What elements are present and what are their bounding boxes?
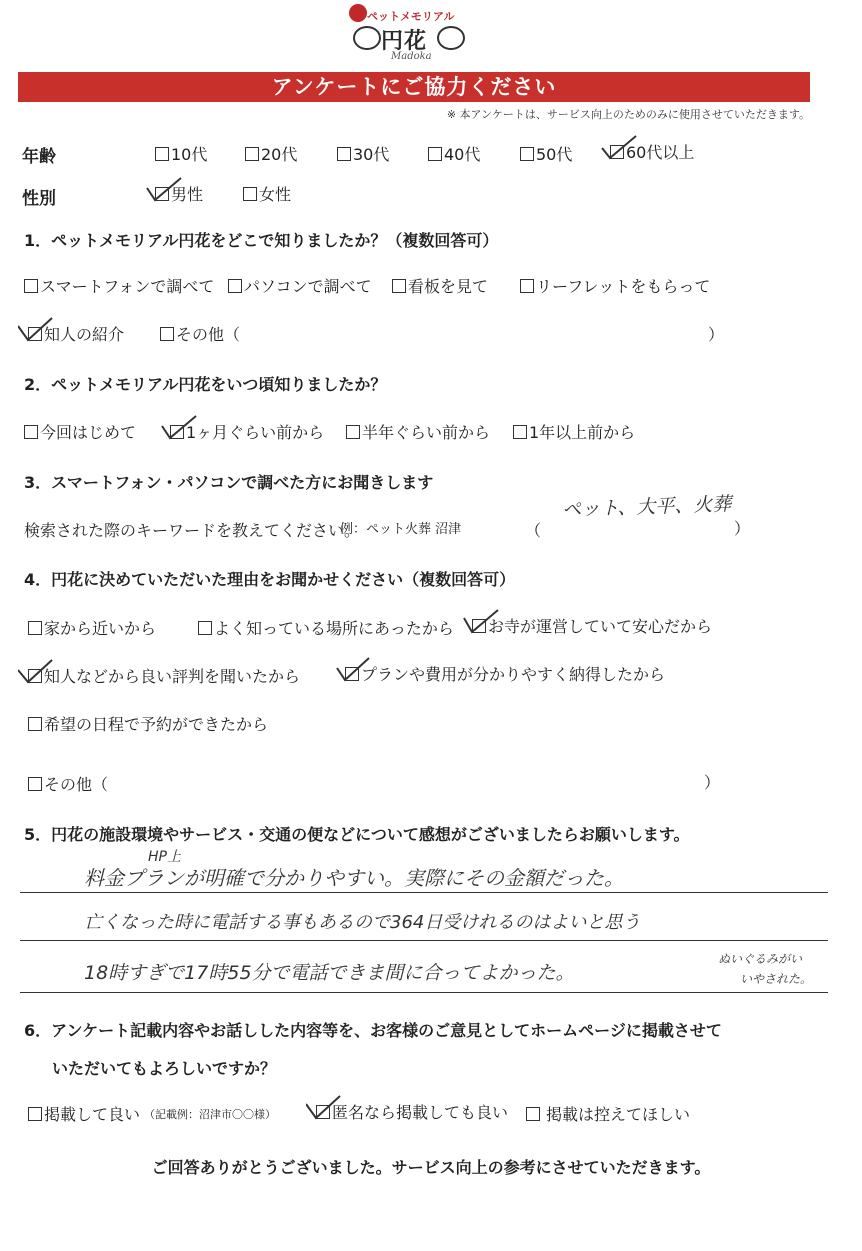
- q4-option-reputation[interactable]: 知人などから良い評判を聞いたから: [28, 664, 300, 687]
- checkbox-icon[interactable]: [170, 425, 184, 439]
- q3-title: 3．スマートフォン・パソコンで調べた方にお聞きします: [24, 473, 434, 492]
- q3-open-paren: （: [525, 521, 542, 540]
- q4-option-other[interactable]: その他（: [28, 772, 108, 795]
- q5-answer-line-3: 18時すぎで17時55分で電話できま間に合ってよかった。: [84, 962, 575, 984]
- age-label: 年齢: [22, 147, 56, 167]
- age-option-60-plus[interactable]: 60代以上: [610, 140, 694, 163]
- checkbox-icon[interactable]: [245, 147, 259, 161]
- q1-option-pc[interactable]: パソコンで調べて: [228, 274, 372, 297]
- q1-option-leaflet[interactable]: リーフレットをもらって: [520, 274, 710, 297]
- q3-prompt: 検索された際のキーワードを教えてください。: [24, 521, 361, 540]
- checkbox-icon[interactable]: [520, 147, 534, 161]
- q4-option-near-home[interactable]: 家から近いから: [28, 616, 156, 639]
- q1-option-other[interactable]: その他（: [160, 322, 240, 345]
- q4-title: 4．円花に決めていただいた理由をお聞かせください（複数回答可）: [24, 570, 516, 589]
- checkbox-icon[interactable]: [28, 777, 42, 791]
- q1-option-signboard[interactable]: 看板を見て: [392, 274, 488, 297]
- q6-example: （記載例：沼津市〇〇様）: [144, 1107, 277, 1121]
- q2-option-first-time[interactable]: 今回はじめて: [24, 420, 136, 443]
- survey-banner: アンケートにご協力ください: [18, 72, 810, 102]
- q3-close-paren: ）: [734, 519, 751, 538]
- checkbox-icon[interactable]: [28, 717, 42, 731]
- q1-title: 1．ペットメモリアル円花をどこで知りましたか？（複数回答可）: [24, 231, 499, 250]
- q5-answer-line-2: 亡くなった時に電話する事もあるので364日受けれるのはよいと思う: [84, 912, 641, 933]
- checkbox-icon[interactable]: [243, 187, 257, 201]
- checkbox-icon[interactable]: [428, 147, 442, 161]
- logo-sub-text: Madoka: [391, 51, 432, 62]
- ring-left-icon: [353, 26, 381, 50]
- checkbox-icon[interactable]: [28, 327, 42, 341]
- q3-example: 例：ペット火葬 沼津: [340, 522, 462, 537]
- q4-close-paren: ）: [704, 773, 721, 792]
- q2-option-over-1-year[interactable]: 1年以上前から: [513, 420, 635, 443]
- thank-you-message: ご回答ありがとうございました。サービス向上の参考にさせていただきます。: [151, 1158, 711, 1177]
- age-option-40[interactable]: 40代: [428, 142, 480, 165]
- checkbox-icon[interactable]: [610, 145, 624, 159]
- q2-option-1-month[interactable]: 1ヶ月ぐらい前から: [170, 420, 324, 443]
- checkbox-icon[interactable]: [345, 667, 359, 681]
- q1-option-smartphone[interactable]: スマートフォンで調べて: [24, 274, 214, 297]
- privacy-note: ※ 本アンケートは、サービス向上のためのみに使用させていただきます。: [446, 108, 810, 121]
- ring-right-icon: [437, 26, 465, 50]
- answer-line: [20, 892, 828, 893]
- q5-title: 5．円花の施設環境やサービス・交通の便などについて感想がございましたらお願いします。: [24, 825, 690, 844]
- q5-hand-note: HP上: [148, 849, 181, 865]
- q5-answer-line-3b-top: ぬいぐるみがい: [718, 952, 803, 966]
- q4-option-clear-plan[interactable]: プランや費用が分かりやすく納得したから: [345, 662, 665, 685]
- q2-title: 2．ペットメモリアル円花をいつ頃知りましたか？: [24, 375, 387, 394]
- checkbox-icon[interactable]: [346, 425, 360, 439]
- q6-title-line-1: 6．アンケート記載内容やお話しした内容等を、お客様のご意見としてホームページに掲載させて: [24, 1021, 722, 1040]
- q6-option-anonymous[interactable]: 匿名なら掲載しても良い: [316, 1100, 508, 1123]
- checkbox-icon[interactable]: [520, 279, 534, 293]
- checkbox-icon[interactable]: [337, 147, 351, 161]
- age-option-30[interactable]: 30代: [337, 142, 389, 165]
- q1-close-paren: ）: [708, 325, 725, 344]
- q4-option-schedule[interactable]: 希望の日程で予約ができたから: [28, 712, 268, 735]
- q6-option-decline[interactable]: 掲載は控えてほしい: [526, 1102, 690, 1125]
- checkbox-icon[interactable]: [28, 1107, 42, 1121]
- q6-title-line-2: いただいてもよろしいですか？: [52, 1059, 277, 1078]
- logo: [345, 4, 465, 68]
- logo-main-text: 円花: [381, 29, 428, 54]
- q5-answer-line-3b-bottom: いやされた。: [740, 972, 813, 986]
- checkbox-icon[interactable]: [472, 619, 486, 633]
- checkbox-icon[interactable]: [28, 621, 42, 635]
- checkbox-icon[interactable]: [160, 327, 174, 341]
- age-option-50[interactable]: 50代: [520, 142, 572, 165]
- gender-option-female[interactable]: 女性: [243, 182, 291, 205]
- q4-option-known-place[interactable]: よく知っている場所にあったから: [198, 616, 454, 639]
- q6-option-ok[interactable]: 掲載して良い （記載例：沼津市〇〇様）: [28, 1102, 276, 1125]
- age-option-10[interactable]: 10代: [155, 142, 207, 165]
- gender-label: 性別: [22, 189, 56, 209]
- checkbox-icon[interactable]: [28, 669, 42, 683]
- checkbox-icon[interactable]: [155, 187, 169, 201]
- answer-line: [20, 992, 828, 993]
- checkbox-icon[interactable]: [24, 425, 38, 439]
- q5-answer-line-1: 料金プランが明確で分かりやすい。実際にその金額だった。: [84, 866, 624, 890]
- q4-option-temple[interactable]: お寺が運営していて安心だから: [472, 614, 712, 637]
- checkbox-icon[interactable]: [513, 425, 527, 439]
- checkbox-icon[interactable]: [526, 1107, 540, 1121]
- checkbox-icon[interactable]: [228, 279, 242, 293]
- q3-answer: ペット、大平、火葬: [561, 493, 732, 521]
- checkbox-icon[interactable]: [198, 621, 212, 635]
- checkbox-icon[interactable]: [24, 279, 38, 293]
- age-option-20[interactable]: 20代: [245, 142, 297, 165]
- gender-option-male[interactable]: 男性: [155, 182, 203, 205]
- checkbox-icon[interactable]: [316, 1105, 330, 1119]
- q2-option-half-year[interactable]: 半年ぐらい前から: [346, 420, 490, 443]
- answer-line: [20, 940, 828, 941]
- checkbox-icon[interactable]: [155, 147, 169, 161]
- paw-icon: [349, 4, 367, 22]
- logo-top-text: ペットメモリアル: [367, 10, 455, 23]
- q1-option-referral[interactable]: 知人の紹介: [28, 322, 124, 345]
- checkbox-icon[interactable]: [392, 279, 406, 293]
